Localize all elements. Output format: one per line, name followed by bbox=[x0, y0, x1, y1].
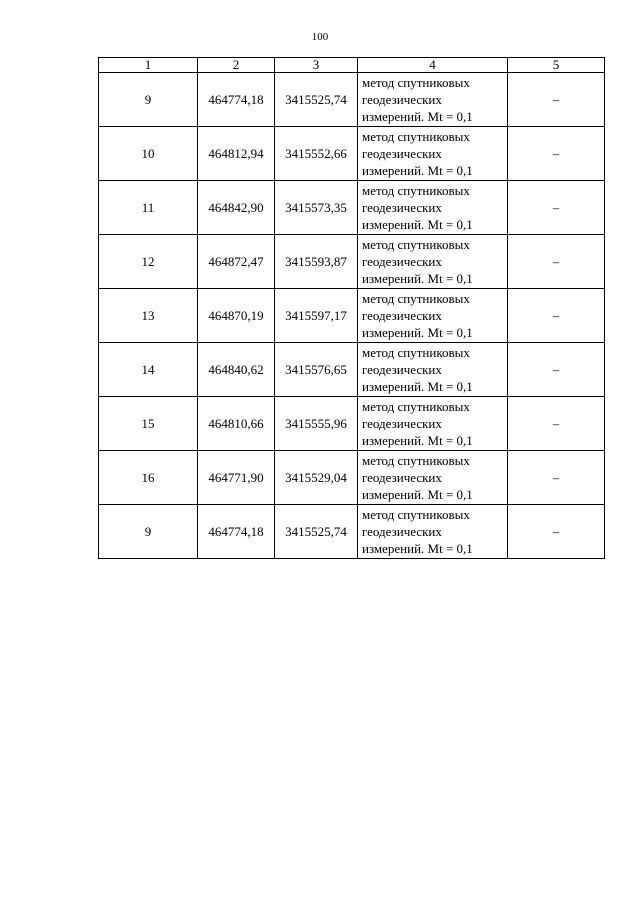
x-coordinate-cell: 464771,90 bbox=[198, 451, 275, 505]
header-cell: 5 bbox=[508, 58, 605, 73]
note-cell: – bbox=[508, 73, 605, 127]
y-coordinate-cell: 3415573,35 bbox=[275, 181, 358, 235]
point-number-cell: 10 bbox=[99, 127, 198, 181]
method-line: метод спутниковых bbox=[362, 507, 470, 522]
method-cell bbox=[358, 181, 508, 235]
coordinates-table-body bbox=[99, 58, 605, 559]
header-cell: 4 bbox=[358, 58, 508, 73]
method-cell bbox=[358, 451, 508, 505]
method-line: геодезических bbox=[362, 524, 442, 539]
method-line: метод спутниковых bbox=[362, 75, 470, 90]
method-line: геодезических bbox=[362, 308, 442, 323]
y-coordinate-cell: 3415525,74 bbox=[275, 73, 358, 127]
method-line: измерений. Mt = 0,1 bbox=[362, 163, 473, 178]
table-row bbox=[99, 73, 605, 127]
point-number-cell: 12 bbox=[99, 235, 198, 289]
method-line: метод спутниковых bbox=[362, 399, 470, 414]
method-line: измерений. Mt = 0,1 bbox=[362, 325, 473, 340]
method-line: геодезических bbox=[362, 362, 442, 377]
method-cell bbox=[358, 127, 508, 181]
method-line: метод спутниковых bbox=[362, 291, 470, 306]
y-coordinate-cell: 3415525,74 bbox=[275, 505, 358, 559]
coordinates-table bbox=[98, 57, 605, 559]
method-cell bbox=[358, 73, 508, 127]
y-coordinate-cell: 3415529,04 bbox=[275, 451, 358, 505]
table-row bbox=[99, 397, 605, 451]
note-cell: – bbox=[508, 451, 605, 505]
y-coordinate-cell: 3415597,17 bbox=[275, 289, 358, 343]
header-row bbox=[99, 58, 605, 73]
note-cell: – bbox=[508, 127, 605, 181]
point-number-cell: 9 bbox=[99, 505, 198, 559]
method-line: геодезических bbox=[362, 470, 442, 485]
page-number: 100 bbox=[311, 31, 329, 43]
y-coordinate-cell: 3415576,65 bbox=[275, 343, 358, 397]
method-line: измерений. Mt = 0,1 bbox=[362, 217, 473, 232]
method-line: метод спутниковых bbox=[362, 129, 470, 144]
method-line: геодезических bbox=[362, 92, 442, 107]
table-row bbox=[99, 343, 605, 397]
point-number-cell: 9 bbox=[99, 73, 198, 127]
method-cell bbox=[358, 397, 508, 451]
x-coordinate-cell: 464870,19 bbox=[198, 289, 275, 343]
x-coordinate-cell: 464812,94 bbox=[198, 127, 275, 181]
method-line: геодезических bbox=[362, 146, 442, 161]
method-line: измерений. Mt = 0,1 bbox=[362, 109, 473, 124]
table-row bbox=[99, 505, 605, 559]
x-coordinate-cell: 464810,66 bbox=[198, 397, 275, 451]
note-cell: – bbox=[508, 505, 605, 559]
header-cell: 1 bbox=[99, 58, 198, 73]
note-cell: – bbox=[508, 181, 605, 235]
method-line: геодезических bbox=[362, 200, 442, 215]
table-row bbox=[99, 127, 605, 181]
point-number-cell: 16 bbox=[99, 451, 198, 505]
x-coordinate-cell: 464774,18 bbox=[198, 505, 275, 559]
method-line: метод спутниковых bbox=[362, 237, 470, 252]
method-line: геодезических bbox=[362, 254, 442, 269]
x-coordinate-cell: 464872,47 bbox=[198, 235, 275, 289]
x-coordinate-cell: 464842,90 bbox=[198, 181, 275, 235]
point-number-cell: 14 bbox=[99, 343, 198, 397]
method-line: метод спутниковых bbox=[362, 345, 470, 360]
y-coordinate-cell: 3415593,87 bbox=[275, 235, 358, 289]
method-line: измерений. Mt = 0,1 bbox=[362, 541, 473, 556]
method-line: метод спутниковых bbox=[362, 453, 470, 468]
method-line: геодезических bbox=[362, 416, 442, 431]
x-coordinate-cell: 464840,62 bbox=[198, 343, 275, 397]
method-line: измерений. Mt = 0,1 bbox=[362, 433, 473, 448]
note-cell: – bbox=[508, 289, 605, 343]
y-coordinate-cell: 3415552,66 bbox=[275, 127, 358, 181]
point-number-cell: 15 bbox=[99, 397, 198, 451]
method-line: измерений. Mt = 0,1 bbox=[362, 379, 473, 394]
method-cell bbox=[358, 505, 508, 559]
method-cell bbox=[358, 235, 508, 289]
method-line: метод спутниковых bbox=[362, 183, 470, 198]
method-line: измерений. Mt = 0,1 bbox=[362, 487, 473, 502]
note-cell: – bbox=[508, 343, 605, 397]
note-cell: – bbox=[508, 397, 605, 451]
table-row bbox=[99, 289, 605, 343]
x-coordinate-cell: 464774,18 bbox=[198, 73, 275, 127]
point-number-cell: 13 bbox=[99, 289, 198, 343]
header-cell: 2 bbox=[198, 58, 275, 73]
header-cell: 3 bbox=[275, 58, 358, 73]
table-row bbox=[99, 235, 605, 289]
table-row bbox=[99, 181, 605, 235]
table-row bbox=[99, 451, 605, 505]
note-cell: – bbox=[508, 235, 605, 289]
method-line: измерений. Mt = 0,1 bbox=[362, 271, 473, 286]
method-cell bbox=[358, 289, 508, 343]
point-number-cell: 11 bbox=[99, 181, 198, 235]
method-cell bbox=[358, 343, 508, 397]
y-coordinate-cell: 3415555,96 bbox=[275, 397, 358, 451]
